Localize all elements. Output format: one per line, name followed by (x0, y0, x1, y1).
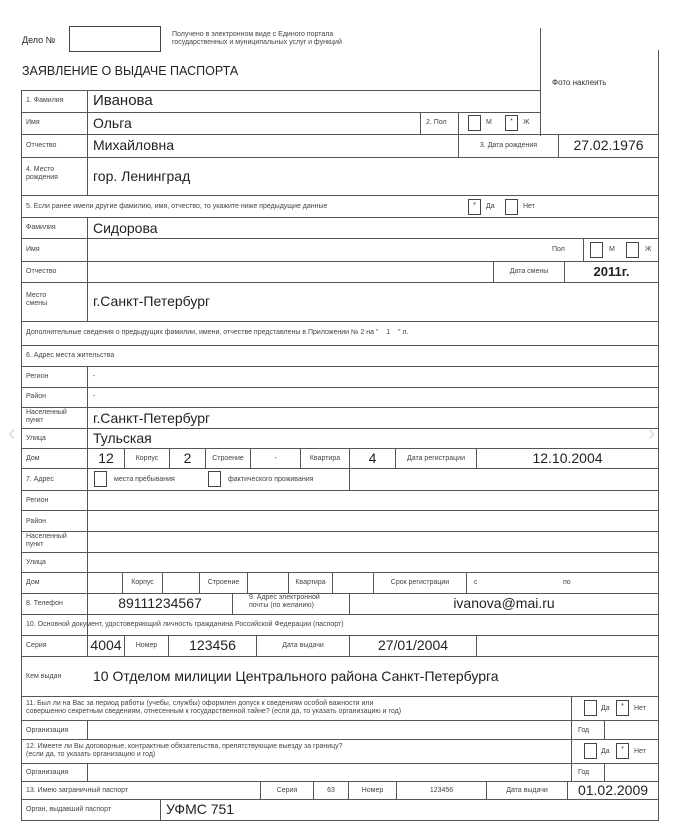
page-title: ЗАЯВЛЕНИЕ О ВЫДАЧЕ ПАСПОРТА (22, 64, 239, 78)
fp-number-label: Номер (361, 787, 384, 794)
a7-region-label: Регион (26, 497, 49, 504)
actual-residence-checkbox[interactable] (208, 471, 221, 487)
residence-section-label: 6. Адрес места жительства (26, 352, 115, 359)
q11-year-label: Год (578, 727, 590, 734)
res-house-label: Дом (26, 455, 40, 462)
prev-surname-value[interactable]: Сидорова (93, 220, 158, 236)
res-locality-label: Населенный пункт (26, 409, 67, 424)
a7-building-label: Строение (207, 579, 240, 586)
table-left-border (21, 90, 22, 799)
prev-name-label: Имя (26, 246, 40, 253)
change-date-value[interactable]: 2011г. (593, 264, 630, 279)
fp-series-label: Серия (276, 787, 298, 794)
a7-apartment-label: Квартира (295, 579, 326, 586)
foreign-passport-label: 13. Имею заграничный паспорт (26, 787, 129, 794)
previous-yes-label: Да (486, 203, 495, 210)
q11-no-checkbox[interactable]: * (616, 700, 629, 716)
case-number-label: Дело № (22, 35, 56, 45)
birthplace-label: 4. Место рождения (26, 166, 58, 181)
prev-sex-label: Пол (552, 246, 565, 253)
a7-to-label: по (563, 579, 571, 586)
prev-sex-m-checkbox[interactable] (590, 242, 603, 258)
phone-value[interactable]: 89111234567 (118, 595, 202, 611)
a7-korpus-label: Корпус (131, 579, 154, 586)
res-house-value[interactable]: 12 (98, 450, 114, 466)
table-right-border (658, 134, 659, 799)
patronymic-label: Отчество (26, 142, 57, 149)
id-issued-by-value[interactable]: 10 Отделом милиции Центрального района Санкт-Петербурга (93, 668, 499, 684)
res-region-value[interactable]: - (93, 373, 96, 380)
a7-house-label: Дом (26, 579, 40, 586)
res-street-label: Улица (26, 435, 46, 442)
a7-locality-label: Населенный пункт (26, 533, 67, 548)
change-place-label: Место смены (26, 292, 48, 307)
res-district-label: Район (26, 393, 46, 400)
a7-district-label: Район (26, 518, 46, 525)
res-street-value[interactable]: Тульская (93, 430, 152, 446)
next-page-icon[interactable]: › (648, 420, 656, 445)
q12-yes-checkbox[interactable] (584, 743, 597, 759)
id-series-label: Серия (26, 642, 47, 649)
previous-no-label: Нет (523, 203, 535, 210)
sex-m-label: М (486, 119, 492, 126)
res-korpus-value[interactable]: 2 (183, 450, 192, 466)
patronymic-value[interactable]: Михайловна (93, 137, 174, 153)
fp-series-value[interactable]: 63 (327, 787, 335, 794)
surname-label: 1. Фамилия (26, 97, 64, 104)
q11-org-label: Организация (26, 727, 69, 734)
surname-value[interactable]: Иванова (93, 92, 153, 109)
sex-m-checkbox[interactable] (468, 115, 481, 131)
prev-surname-label: Фамилия (26, 224, 56, 231)
id-number-label: Номер (135, 642, 158, 649)
q11-yes-label: Да (601, 705, 610, 712)
previous-no-checkbox[interactable] (505, 199, 518, 215)
res-apartment-label: Квартира (309, 455, 341, 462)
res-apartment-value[interactable]: 4 (368, 450, 377, 466)
sex-label: 2. Пол (426, 119, 447, 126)
prev-patronymic-label: Отчество (26, 268, 57, 275)
q12-no-checkbox[interactable]: * (616, 743, 629, 759)
photo-box-right-border (658, 50, 659, 134)
id-doc-section-label: 10. Основной документ, удостоверяющий личность гражданина Российской Федерации (паспорт) (26, 621, 344, 628)
stay-checkbox[interactable] (94, 471, 107, 487)
change-date-label: Дата смены (509, 268, 549, 275)
id-number-value[interactable]: 123456 (189, 637, 236, 653)
q11-no-label: Нет (634, 705, 646, 712)
prev-page-icon[interactable]: ‹ (8, 420, 16, 445)
birthdate-label: 3. Дата рождения (479, 142, 538, 149)
res-building-label: Строение (212, 455, 244, 462)
a7-reg-term-label: Срок регистрации (390, 579, 450, 586)
email-value[interactable]: ivanova@mai.ru (453, 595, 555, 611)
id-issue-date-value[interactable]: 27/01/2004 (377, 637, 449, 653)
name-label: Имя (26, 119, 40, 126)
q12-no-label: Нет (634, 748, 646, 755)
received-note: Получено в электронном виде с Единого портала государственных и муниципальных услуг и функций (172, 31, 342, 46)
id-issue-date-label: Дата выдачи (282, 642, 324, 649)
id-issued-by-label: Кем выдан (26, 673, 62, 680)
actual-residence-label: фактического проживания (228, 476, 314, 483)
res-building-value[interactable]: - (274, 455, 277, 462)
appendix-note: Дополнительные сведения о предыдущих фамилии, имени, отчестве представлены в Приложении № 2 на " 1 " л. (26, 329, 409, 336)
sex-f-label: Ж (523, 119, 530, 126)
q12-yes-label: Да (601, 748, 610, 755)
fp-issue-date-value[interactable]: 01.02.2009 (577, 782, 649, 798)
q12-org-label: Организация (26, 769, 69, 776)
prev-sex-f-label: Ж (645, 246, 652, 253)
res-korpus-label: Корпус (135, 455, 159, 462)
email-label: 9. Адрес электронной почты (по желанию) (249, 594, 320, 609)
res-district-value[interactable]: - (93, 393, 96, 400)
case-number-field[interactable] (69, 26, 161, 52)
q11-question: 11. Был ли на Вас за период работы (учебы, службы) оформлен допуск к сведениям особой важности или совершенно секретным сведениям, отнесенным к государственной тайне? (если да, то указать организацию и год) (26, 700, 402, 715)
a7-from-label: с (474, 579, 478, 586)
fp-issuer-label: Орган, выдавший паспорт (26, 806, 112, 813)
stay-label: места пребывания (114, 476, 175, 483)
fp-issuer-value[interactable]: УФМС 751 (166, 801, 235, 817)
name-value[interactable]: Ольга (93, 115, 132, 131)
prev-sex-m-label: М (609, 246, 615, 253)
photo-label: Фото наклеить (552, 78, 607, 87)
res-reg-date-value[interactable]: 12.10.2004 (532, 450, 603, 466)
fp-number-value[interactable]: 123456 (429, 787, 454, 794)
previous-names-question: 5. Если ранее имели другие фамилию, имя, отчество, то укажите ниже предыдущие данные (26, 203, 328, 210)
change-place-value[interactable]: г.Санкт-Петербург (93, 293, 211, 309)
previous-yes-checkbox[interactable]: * (468, 199, 481, 215)
res-locality-value[interactable]: г.Санкт-Петербург (93, 410, 211, 426)
res-reg-date-label: Дата регистрации (406, 455, 466, 462)
phone-label: 8. Телефон (26, 600, 63, 607)
birthdate-value[interactable]: 27.02.1976 (573, 137, 644, 153)
fp-issue-date-label: Дата выдачи (506, 787, 548, 794)
q11-yes-checkbox[interactable] (584, 700, 597, 716)
birthplace-value[interactable]: гор. Ленинград (93, 168, 191, 184)
address7-section-label: 7. Адрес (26, 476, 54, 483)
prev-sex-f-checkbox[interactable] (626, 242, 639, 258)
id-series-value[interactable]: 4004 (90, 637, 122, 653)
a7-street-label: Улица (26, 559, 46, 566)
q12-year-label: Год (578, 769, 590, 776)
res-region-label: Регион (26, 373, 49, 380)
sex-f-checkbox[interactable]: * (505, 115, 518, 131)
q12-question: 12. Имеете ли Вы договорные, контрактные обязательства, препятствующие выезду за границу? (если да, то указать организацию и год) (26, 743, 343, 758)
